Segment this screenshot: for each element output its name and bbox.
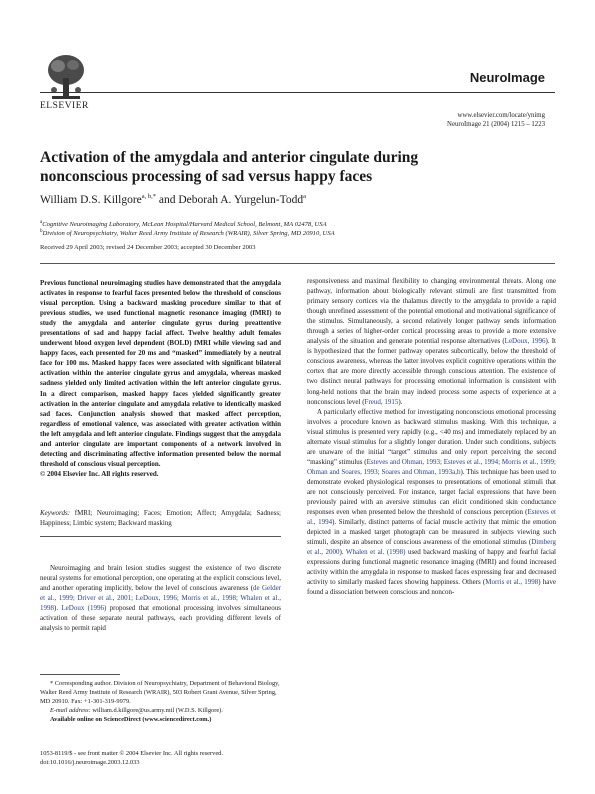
journal-url-link[interactable]: www.elsevier.com/locate/ynimg: [457, 112, 545, 119]
email-label: E-mail address:: [50, 706, 91, 714]
article-title: Activation of the amygdala and anterior cingulate during nonconscious processing of sad versus happy faces: [40, 149, 419, 185]
body-text: ).: [54, 604, 62, 613]
received-dates: Received 29 April 2003; revised 24 December 2003; accepted 30 December 2003: [40, 244, 256, 251]
body-paragraph: [307, 276, 556, 407]
citation-link[interactable]: Esteves et al., 1994: [307, 508, 557, 527]
body-text: ).: [398, 397, 403, 406]
author-name: Deborah A. Yurgelun-Todd: [178, 193, 304, 206]
abstract-text: Previous functional neuroimaging studies have demonstrated that the amygdala activates in response to fearful faces presented below the threshold of conscious visual perception. Using a backward masking procedure similar to that of previous studies, we used functional magnetic resonance imaging (fMRI) to study the amygdala and anterior cingulate gyrus during preattentive presentations of sad and happy facial affect. Twelve healthy adult females underwent blood oxygen level dependent (BOLD) fMRI while viewing sad and happy faces, each presented for 20 ms and “masked” immediately by a neutral face for 100 ms. Masked happy faces were associated with significant bilateral activation within the anterior cingulate gyrus and amygdala, whereas masked sadness yielded only limited activation within the left anterior cingulate gyrus. In a direct comparison, masked happy faces yielded significantly greater activation in the anterior cingulate and amygdala relative to identically masked sad faces. Conjunction analysis showed that masked affect perception, regardless of emotional valence, was associated with greater activation within the left amygdala and left anterior cingulate. Findings suggest that the amygdala and anterior cingulate are important components of a network involved in detecting and discriminating affective information presented below the normal threshold of conscious visual perception.: [40, 279, 281, 468]
citation-link[interactable]: de Gelder et al., 1999; Driver et al., 2001; LeDoux, 1996; Morris et al., 1998; Whalen et al., 1998: [40, 584, 282, 613]
body-text: ). Similarly, distinct patterns of facial muscle activity that mimic the emotion depicted in a masked target photograph can be measured in subjects viewing such stimuli, despite an absence of conscious awareness of the emotional stimulus (: [307, 518, 556, 547]
keywords-text: fMRI; Neuroimaging; Faces; Emotion; Affect; Amygdala; Sadness; Happiness; Limbic system; Backward masking: [40, 509, 282, 528]
introduction-paragraph: [40, 563, 281, 633]
corresponding-author-footnote: [40, 680, 281, 725]
body-text: ).: [339, 548, 346, 557]
journal-citation: NeuroImage 21 (2004) 1215 – 1223: [447, 121, 545, 128]
copyright-line: 1053-8119/$ - see front matter © 2004 Elsevier Inc. All rights reserved.: [40, 750, 223, 757]
affiliation-text: Division of Neuropsychiatry, Walter Reed Army Institute of Research (WRAIR), Silver Spring, MD 20910, USA: [42, 230, 335, 238]
author-conjunction: and: [156, 193, 179, 206]
body-text: A particularly effective method for investigating nonconscious emotional processing involves a procedure known as backward stimulus masking. With this technique, a visual stimulus is presented very rapidly (e.g., <40 ms) and immediately replaced by an alternate visual stimulus for a slightly longer duration. Under such conditions, subjects are unaware of the initial “target” stimulus and only report perceiving the second “masking” stimulus (: [307, 407, 556, 466]
affiliation-marker: b: [40, 229, 43, 234]
footnote-rule: [40, 674, 120, 675]
body-paragraph: [307, 407, 556, 598]
title-rule: [40, 263, 555, 264]
journal-name: NeuroImage: [469, 70, 545, 85]
abstract: [40, 278, 281, 479]
body-text: Neuroimaging and brain lesion studies suggest the existence of two discrete neural systems for emotional perception, one operating at the explicit conscious level, and another operating implicitly, below the level of conscious awareness (: [40, 564, 281, 593]
citation-link[interactable]: Morris et al., 1998: [485, 578, 539, 587]
affiliation-text: Cognitive Neuroimaging Laboratory, McLean Hospital/Harvard Medical School, Belmont, MA 02478, USA: [42, 221, 327, 229]
citation-link[interactable]: Esteves and Ohman, 1993; Esteves et al., 1994; Morris et al., 1999; Ohman and Soares, 1993; Soares and Ohman, 1993a,b: [307, 457, 556, 476]
right-column-body: [307, 276, 556, 598]
email-link[interactable]: william.d.killgore@us.army.mil (W.D.S. Killgore).: [90, 706, 223, 714]
copyright-notice: [40, 749, 223, 767]
affiliation-a: [40, 220, 327, 228]
citation-link[interactable]: Whalen et al. (1998): [345, 548, 406, 557]
footnote-text: * Corresponding author. Division of Neuropsychiatry, Department of Behavioral Biology, Walter Reed Army Institute of Research (WRAIR), 503 Robert Grant Avenue, Silver Spring, MD 20910. Fax: +1-301-319-9979.: [40, 680, 280, 705]
citation-link[interactable]: Freud, 1915: [364, 397, 399, 406]
header-rule: [40, 92, 555, 93]
elsevier-tree-logo-icon: [44, 52, 88, 104]
affiliation-b: [40, 229, 335, 237]
keywords: [40, 508, 281, 528]
author-affiliation-marker: a: [303, 193, 306, 200]
abstract-copyright: © 2004 Elsevier Inc. All rights reserved.: [40, 469, 159, 478]
keywords-label: Keywords:: [40, 509, 71, 517]
affiliation-marker: a: [40, 220, 43, 225]
body-text: responsiveness and maximal flexibility to changing environmental threats. Along one pathway, information about biologically relevant stimuli are first transmitted from primary sensory cortices via the thalamus directly to the amygdala to provide a rapid though unrefined assessment of the potential emotional and motivational significance of the stimulus. Simultaneously, a second relatively longer pathway sends information through a series of higher-order cortical processing areas to provide a more extensive analysis of the situation and generate potential response alternatives (: [307, 277, 556, 346]
author-list: [40, 193, 306, 206]
body-text: ). This technique has been used to demonstrate evoked physiological responses to presentations of emotional stimuli that are not consciously perceived. For instance, target facial expressions that have been previously paired with an aversive stimulus can elicit conditioned skin conductance responses even when presented below the threshold of conscious perception (: [307, 467, 556, 517]
body-text: proposed that emotional processing involves simultaneous activation of these separate neural pathways, each providing different levels of analysis to permit rapid: [40, 604, 281, 633]
author-name: William D.S. Killgore: [40, 193, 142, 206]
publisher-name: ELSEVIER: [40, 101, 89, 111]
body-text: used backward masking of happy and fearful facial expressions during functional magnetic resonance imaging (fMRI) and found increased activity within the amygdala in response to masked faces expressing fear and decreased activity to similarly masked faces showing happiness. Others (: [307, 548, 557, 587]
body-text: ). It is hypothesized that the former pathway operates subcortically, below the threshold of conscious awareness, whereas the latter involves explicit cognitive operations within the cortex that are more directly accessible through conscious attention. The existence of two distinct neural pathways for processing emotional information is consistent with long-held notions that the brain may indeed process some aspects of experience at a nonconscious level (: [307, 337, 556, 406]
online-availability: Available online on ScienceDirect (www.sciencedirect.com.): [50, 715, 212, 723]
citation-link[interactable]: LeDoux (1996): [61, 604, 107, 613]
citation-link[interactable]: Dimberg et al., 2000: [307, 538, 556, 557]
body-text: ) have found a dissociation between conscious and noncon-: [307, 578, 556, 597]
doi-link[interactable]: doi:10.1016/j.neuroimage.2003.12.033: [40, 759, 140, 766]
author-affiliation-marker: a, b,*: [141, 193, 157, 200]
keywords-rule: [40, 536, 281, 537]
citation-link[interactable]: LeDoux, 1996: [504, 337, 546, 346]
